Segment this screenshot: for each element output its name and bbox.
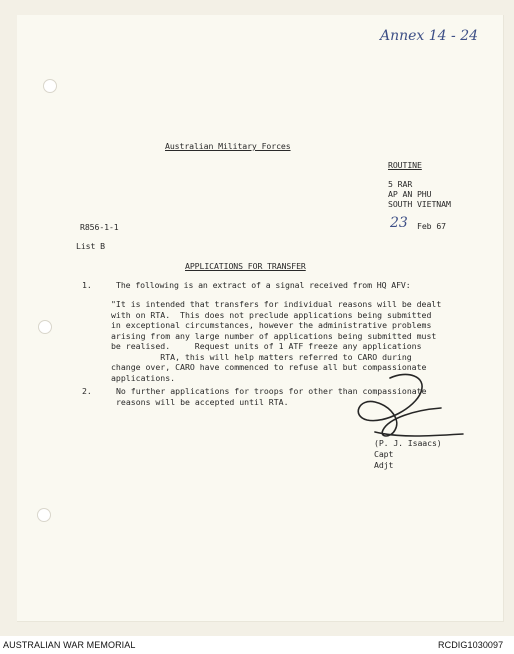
unit-name: 5 RAR <box>388 179 413 189</box>
signature-scribble <box>345 368 475 448</box>
document-heading: Australian Military Forces <box>165 141 291 151</box>
handwritten-date-day: 23 <box>390 215 408 231</box>
quote-line: "It is intended that transfers for individual reasons will be dealt <box>111 299 442 309</box>
paragraph-1-number: 1. <box>82 280 92 290</box>
quote-line: in exceptional circumstances, however the administrative problems <box>111 320 432 330</box>
quote-line: RTA, this will help matters referred to CARO during <box>111 351 412 362</box>
footer-catalogue-id: RCDIG1030097 <box>438 640 504 650</box>
location-line-2: SOUTH VIETNAM <box>388 199 451 209</box>
quote-line: arising from any large number of applications being submitted must <box>111 330 437 341</box>
signatory-rank: Capt <box>374 449 394 459</box>
quote-line: change over, CARO have commenced to refuse all but compassionate <box>111 362 427 372</box>
signatory-name: (P. J. Isaacs) <box>374 438 442 448</box>
reference-number: R856-1-1 <box>80 222 119 232</box>
subject-title: APPLICATIONS FOR TRANSFER <box>185 261 306 271</box>
classification-label: ROUTINE <box>388 160 422 170</box>
quote-line: applications. <box>111 372 176 383</box>
punch-hole <box>43 79 57 93</box>
signatory-role: Adjt <box>374 460 394 470</box>
footer-source: AUSTRALIAN WAR MEMORIAL <box>3 640 136 650</box>
list-label: List B <box>76 241 105 251</box>
quote-line: be realised. Request units of 1 ATF freeze any applications <box>111 341 422 351</box>
paragraph-2-number: 2. <box>82 386 92 396</box>
punch-hole <box>38 320 52 334</box>
punch-hole <box>37 508 51 522</box>
date-month-year: Feb 67 <box>417 221 446 231</box>
paragraph-2-line: reasons will be accepted until RTA. <box>116 396 289 407</box>
paragraph-2-line: No further applications for troops for other than compassionate <box>116 386 427 396</box>
location-line-1: AP AN PHU <box>388 189 432 199</box>
paragraph-1-text: The following is an extract of a signal received from HQ AFV: <box>116 280 411 290</box>
handwritten-annex-note: Annex 14 - 24 <box>380 28 479 44</box>
quote-line: with on RTA. This does not preclude applications being submitted <box>111 309 432 320</box>
